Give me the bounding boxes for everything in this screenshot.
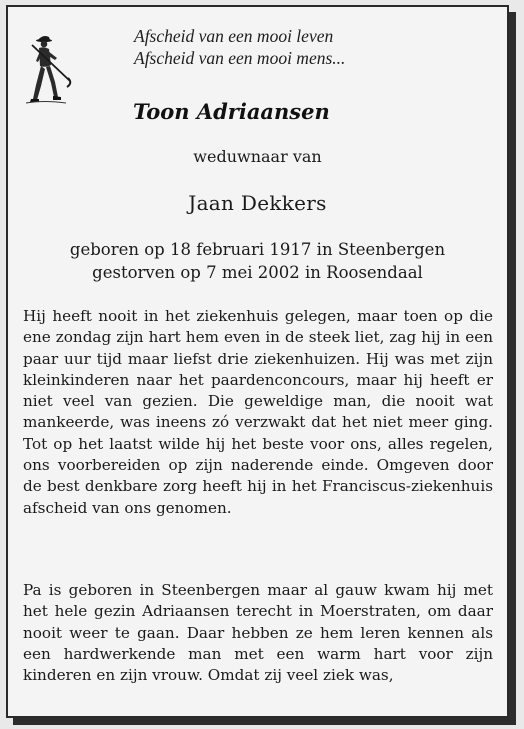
death-line: gestorven op 7 mei 2002 in Roosendaal [92,263,423,282]
paragraph-2: Pa is geboren in Steenbergen maar al gauw kwam hij met het hele gezin Adriaansen terecht in Moerstraten, om daar nooit weer te gaan. Daar hebben ze hem leren kennen als een hardwerkende man met een warm hart voor zijn kinderen en zijn vrouw. Omdat zij veel ziek was, [23,581,493,685]
motto [134,25,494,69]
memorial-card [6,5,509,718]
paragraph-1: Hij heeft nooit in het ziekenhuis gelegen, maar toen op die ene zondag zijn hart hem even in de steek liet, zag hij in een paar uur tijd maar liefst drie ziekenhuizen. Hij was met zijn kleinkinderen naar het paardenconcours, maar hij heeft er niet veel van gezien. Die geweldige man, die nooit wat mankeerde, was ineens zó verzwakt dat het niet meer ging. Tot op het laatst wilde hij het beste voor ons, alles regelen, ons voorbereiden op zijn naderende einde. Omgeven door de best denkbare zorg heeft hij in het Franciscus-ziekenhuis afscheid van ons genomen. [23,307,493,517]
birth-line: geboren op 18 februari 1917 in Steenbergen [69,240,446,259]
farmer-with-scythe-icon [24,31,74,109]
deceased-name: Toon Adriaansen [133,99,330,124]
motto-line-2: Afscheid van een mooi mens... [134,48,346,68]
relation-text: weduwnaar van [193,147,322,166]
motto-line-1: Afscheid van een mooi leven [134,26,334,46]
spouse-name: Jaan Dekkers [188,191,327,215]
